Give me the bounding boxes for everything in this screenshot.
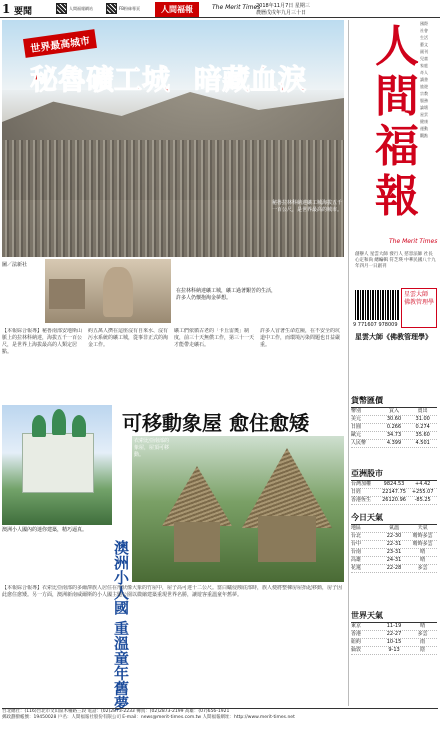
hut-wall	[258, 516, 316, 562]
logo-en: The Merit Times	[389, 238, 438, 245]
qr-label-website: 人間福報網站	[69, 6, 93, 11]
weather-row: 台北 22-30 晴時多雲	[351, 533, 437, 541]
currency-title: 貨幣匯價	[351, 395, 437, 408]
weather-row: 台南 23-31 晴	[351, 549, 437, 557]
church-building	[22, 433, 94, 493]
footer-line: 台北總社：(116)台北市文山區木柵路三段 電話：(02)2873-2233 傳真：(02)2873-2199 高雄：(07)656-1921	[2, 709, 230, 714]
hut-wall	[174, 522, 220, 562]
weather-row: 高雄 24-31 晴	[351, 557, 437, 565]
currency-row: 歐元 34.73 35.60	[351, 432, 437, 440]
currency-row: 美元 30.60 31.00	[351, 416, 437, 424]
date-western: 2018年11月7日 星期三	[256, 3, 310, 9]
date-lunar: 農曆戊戌年九月三十日	[256, 10, 307, 16]
weather-tw-box	[351, 512, 437, 573]
hero-headline-part2[interactable]: 暗藏血淚	[194, 63, 307, 96]
hero-caption: 秘魯拉林科納達礦工城海拔五千一百公尺，是世界最高的城市。	[272, 200, 343, 213]
vertical-headline[interactable]: 澳洲小人國 重溫童年舊夢	[112, 540, 130, 711]
publisher-info: 創辦人 星雲大師 發行人 慈容法師 社長 心定和尚 總編輯 符芝瑛 中華民國八十九年四月一日創刊	[355, 252, 436, 269]
footer	[2, 708, 438, 730]
article1-column: 許多人冒著生命危險，在不安全的坑道中工作，而環境污染問題也日益嚴重。	[260, 328, 341, 348]
article2-body: 【本報綜合報導】衣索比亞南部的多爾澤族人居住在形狀像大象的竹屋中，屋子高可達十二公尺。當白蟻侵蝕底部時，族人便將整棟房屋抬起移動，房子因此愈住愈矮。另一方面，澳洲新南威爾斯的小人國主題公園以微縮建築重現世界名勝，讓遊客重溫童年舊夢。	[2, 585, 343, 598]
section-index-item[interactable]: 星雲	[420, 112, 428, 117]
weather-tw-title: 今日天氣	[351, 512, 437, 525]
page-number: 1	[2, 2, 11, 16]
section-index-item[interactable]: 觀點	[420, 133, 428, 138]
weather-row: 紐約 10-15 雨	[351, 639, 437, 647]
barcode-icon	[355, 290, 399, 320]
footer-line: 郵政劃撥帳號：19450028 戶名：人間福報社股份有限公司 E-mail：news@merit-times.com.tw 人間福報網址：http://www.merit-times.net	[2, 715, 295, 720]
miner-figure	[103, 267, 133, 317]
section-index-item[interactable]: 藝文	[420, 42, 428, 47]
hero-headline-part1[interactable]: 秘魯礦工城	[30, 63, 171, 96]
section-index-item[interactable]: 讀書	[420, 77, 428, 82]
inset-caption: 圖／法新社	[2, 262, 28, 268]
currency-row: 日圓 0.266 0.274	[351, 424, 437, 432]
section-index-item[interactable]: 健康	[420, 119, 428, 124]
article1-column: 【本報綜合報導】秘魯南部安地斯山脈上的拉林科納達，海拔五千一百公尺，是世界上海拔最高的人類定居點。	[2, 328, 82, 355]
dome-shape	[72, 415, 86, 437]
section-index-item[interactable]: 運動	[420, 126, 428, 131]
inset-photo[interactable]	[44, 258, 172, 324]
barcode-number: 9 771607 978009	[353, 322, 398, 328]
section-index-item[interactable]: 國際	[420, 21, 428, 26]
weather-row: 香港 22-27 多雲	[351, 631, 437, 639]
weather-row: 台中 22-31 晴時多雲	[351, 541, 437, 549]
section-index-item[interactable]: 社會	[420, 28, 428, 33]
weather-row: 花蓮 22-28 多雲	[351, 565, 437, 573]
hero-photo[interactable]	[2, 20, 344, 257]
huts-caption: 衣索比亞南部的象屋，屋頂可移動。	[134, 438, 170, 458]
hero-kicker: 世界最高城市	[23, 29, 97, 58]
stock-row: 日經 22147.75 +255.07	[351, 489, 437, 497]
article1-column: 礦工們依循古老的「卡丘雷奧」制度，前三十天無償工作，第三十一天才能帶走礦石。	[174, 328, 254, 348]
qr-label-fb: FB粉絲專頁	[119, 6, 141, 11]
weather-row: 倫敦 9-13 陰	[351, 647, 437, 655]
section-index-item[interactable]: 生活	[420, 35, 428, 40]
qr-code-icon[interactable]	[106, 3, 117, 14]
page-header	[0, 0, 440, 18]
stock-row: 香港恆生 26120.96 -85.25	[351, 497, 437, 505]
dome-shape	[52, 409, 66, 435]
section-index-item[interactable]: 家庭	[420, 63, 428, 68]
weather-world-title: 世界天氣	[351, 610, 437, 623]
section-index-item[interactable]: 副刊	[420, 49, 428, 54]
house-shape	[49, 279, 85, 309]
currency-box	[351, 395, 437, 448]
church-photo[interactable]	[2, 405, 112, 525]
section-index-item[interactable]: 奇人	[420, 70, 428, 75]
masthead-en: The Merit Times	[212, 4, 261, 11]
section-index-item[interactable]: 服務	[420, 98, 428, 103]
currency-row: 人民幣 4.399 4.501	[351, 440, 437, 448]
stocks-box	[351, 468, 437, 505]
currency-header-row: 幣別 買入 賣出	[351, 408, 437, 416]
article2-headline[interactable]: 可移動象屋 愈住愈矮	[122, 411, 309, 435]
article1-body	[2, 328, 344, 400]
stock-row: 台灣加權 9824.53 +4.42	[351, 481, 437, 489]
section-index-item[interactable]: 宗教	[420, 91, 428, 96]
masthead: 人間福報	[155, 2, 199, 17]
church-caption: 澳洲小人國內的迷你建築，精巧逼真。	[2, 527, 88, 533]
weather-row: 東京 11-19 晴	[351, 623, 437, 631]
section-label: 要聞	[14, 7, 33, 17]
book-ad-title[interactable]: 星雲大師《佛教管理學》	[355, 333, 432, 341]
mining-town	[2, 140, 344, 257]
weather-world-box	[351, 610, 437, 655]
book-ad[interactable]: 星雲大師 佛教管理學	[401, 288, 437, 328]
stocks-title: 亞洲股市	[351, 468, 437, 481]
section-index	[420, 20, 438, 139]
inset-note: 在拉林科納達礦工城，礦工過著艱苦的生活，許多人仍懷抱淘金夢想。	[176, 288, 277, 301]
article1-column: 約五萬人擠在這座沒有自來水、沒有污水系統的礦工城，從事非正式的淘金工作。	[88, 328, 168, 348]
section-index-item[interactable]: 旅遊	[420, 84, 428, 89]
section-index-item[interactable]: 論壇	[420, 105, 428, 110]
newspaper-logo: 人間福報	[375, 21, 419, 222]
qr-code-icon[interactable]	[56, 3, 67, 14]
dome-shape	[32, 415, 46, 437]
weather-header-row: 地區 氣溫 天氣	[351, 525, 437, 533]
hut-roof	[162, 466, 232, 526]
section-index-item[interactable]: 兒童	[420, 56, 428, 61]
